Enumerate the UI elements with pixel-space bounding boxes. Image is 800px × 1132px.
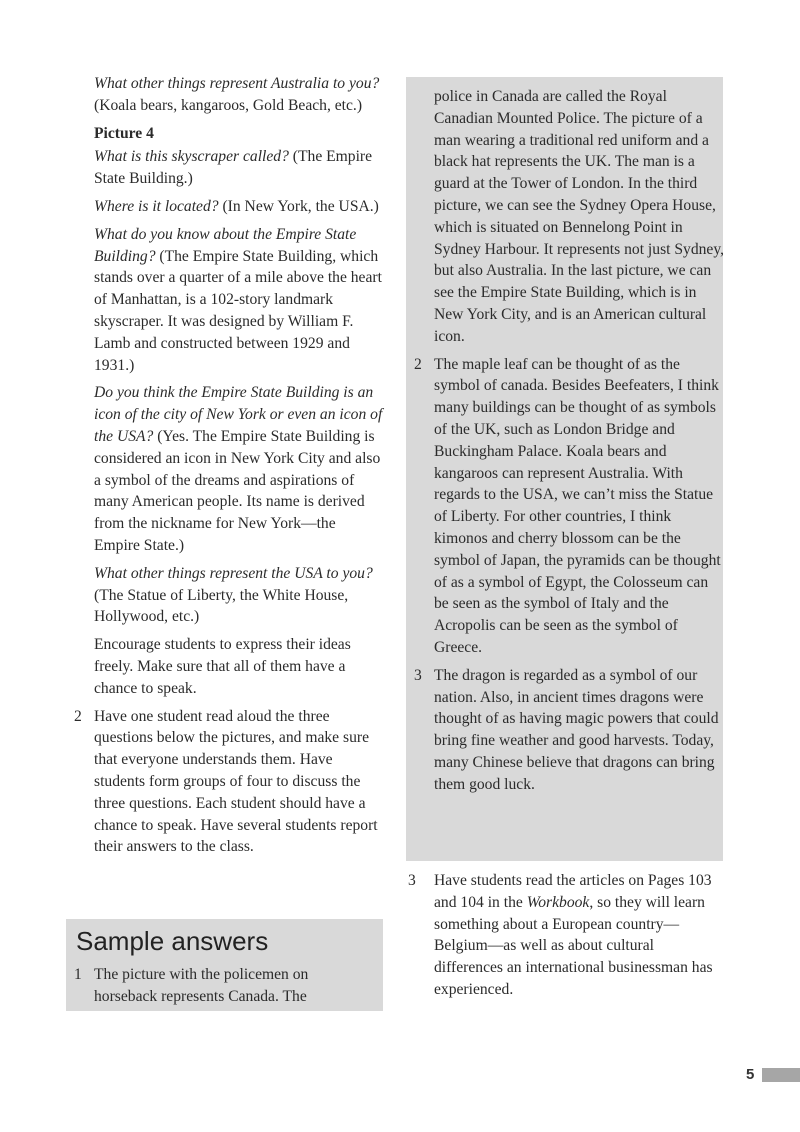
answer-number: 2 xyxy=(414,355,422,373)
page-number: 5 xyxy=(746,1066,755,1083)
paragraph-icon: Do you think the Empire State Building is an icon of the city of New York or even an icon of the USA? (Yes. The Empire State Building is considered an icon in New York City and also a symbol of the dreams and aspirations of many American people. Its name is derived from the nickname for New York—the Empire State.) xyxy=(94,384,383,554)
paragraph-encourage: Encourage students to express their ideas freely. Make sure that all of them have a chance to speak. xyxy=(94,636,351,697)
answer-text: The dragon is regarded as a symbol of our nation. Also, in ancient times dragons were thought of as having magic powers that could bring fine weather and good harvests. Today, many Chinese believe that dragons can bring them good luck. xyxy=(434,666,719,793)
answer-text: The maple leaf can be thought of as the symbol of canada. Besides Beefeaters, I think many buildings can be thought of as symbols of the UK, such as London Bridge and Buckingham Palace. Koala bears and kangaroos can represent Australia. With regards to the USA, we can’t miss the Statue of Liberty. For other countries, I think kimonos and cherry blossom can be the symbol of Japan, the pyramids can be thought of as a symbol of Egypt, the Colosseum can be seen as the symbol of Italy and the Acropolis can be seen as the symbol of Greece. xyxy=(434,355,721,656)
paragraph-skyscraper: What is this skyscraper called? (The Empire State Building.) xyxy=(94,148,373,188)
left-column xyxy=(74,73,384,864)
paragraph-usa: What other things represent the USA to you? (The Statue of Liberty, the White House, Hollywood, etc.) xyxy=(94,564,373,626)
paragraph-location: Where is it located? (In New York, the USA.) xyxy=(94,197,379,215)
step-number: 2 xyxy=(74,707,82,725)
page-number-bar xyxy=(762,1068,800,1082)
sample-answer-1 xyxy=(74,964,369,1014)
right-column xyxy=(414,86,726,802)
step-text: Have students read the articles on Pages 103 and 104 in the Workbook, so they will learn something about a European country—Belgium—as well as about cultural differences an international businessman has experienced. xyxy=(434,872,713,998)
workbook-title: Workbook xyxy=(526,893,590,911)
paragraph-australia: What other things represent Australia to you? (Koala bears, kangaroos, Gold Beach, etc.) xyxy=(94,75,380,114)
answer-number: 3 xyxy=(414,666,422,684)
answer-1-continued: police in Canada are called the Royal Canadian Mounted Police. The picture of a man wearing a traditional red uniform and a black hat represents the UK. The man is a guard at the Tower of London. In the third picture, we can see the Sydney Opera House, which is situated on Bennelong Point in Sydney Harbour. It represents not just Sydney, but also Australia. In the last picture, we can see the Empire State Building, which is in New York City, and is an American cultural icon. xyxy=(434,88,725,345)
sample-answer-2 xyxy=(414,354,726,659)
sample-answer-3 xyxy=(414,665,726,796)
step-text: Have one student read aloud the three questions below the pictures, and make sure that everyone understands them. Have students form groups of four to discuss the three questions. Each student should have a chance to speak. Have several students report their answers to the class. xyxy=(94,707,378,856)
step-3 xyxy=(408,870,724,1007)
sample-answers-title: Sample answers xyxy=(76,926,269,956)
step-number: 3 xyxy=(408,872,416,889)
paragraph-empire-state: What do you know about the Empire State Building? (The Empire State Building, which stands over a quarter of a mile above the heart of Manhattan, is a 102-story landmark skyscraper. It was designed by William F. Lamb and constructed between 1929 and 1931.) xyxy=(94,225,382,374)
answer-number: 1 xyxy=(74,966,82,983)
picture-4-heading: Picture 4 xyxy=(94,124,154,142)
answer-text: The picture with the policemen on horseback represents Canada. The xyxy=(94,966,309,1005)
step-2 xyxy=(74,706,384,859)
